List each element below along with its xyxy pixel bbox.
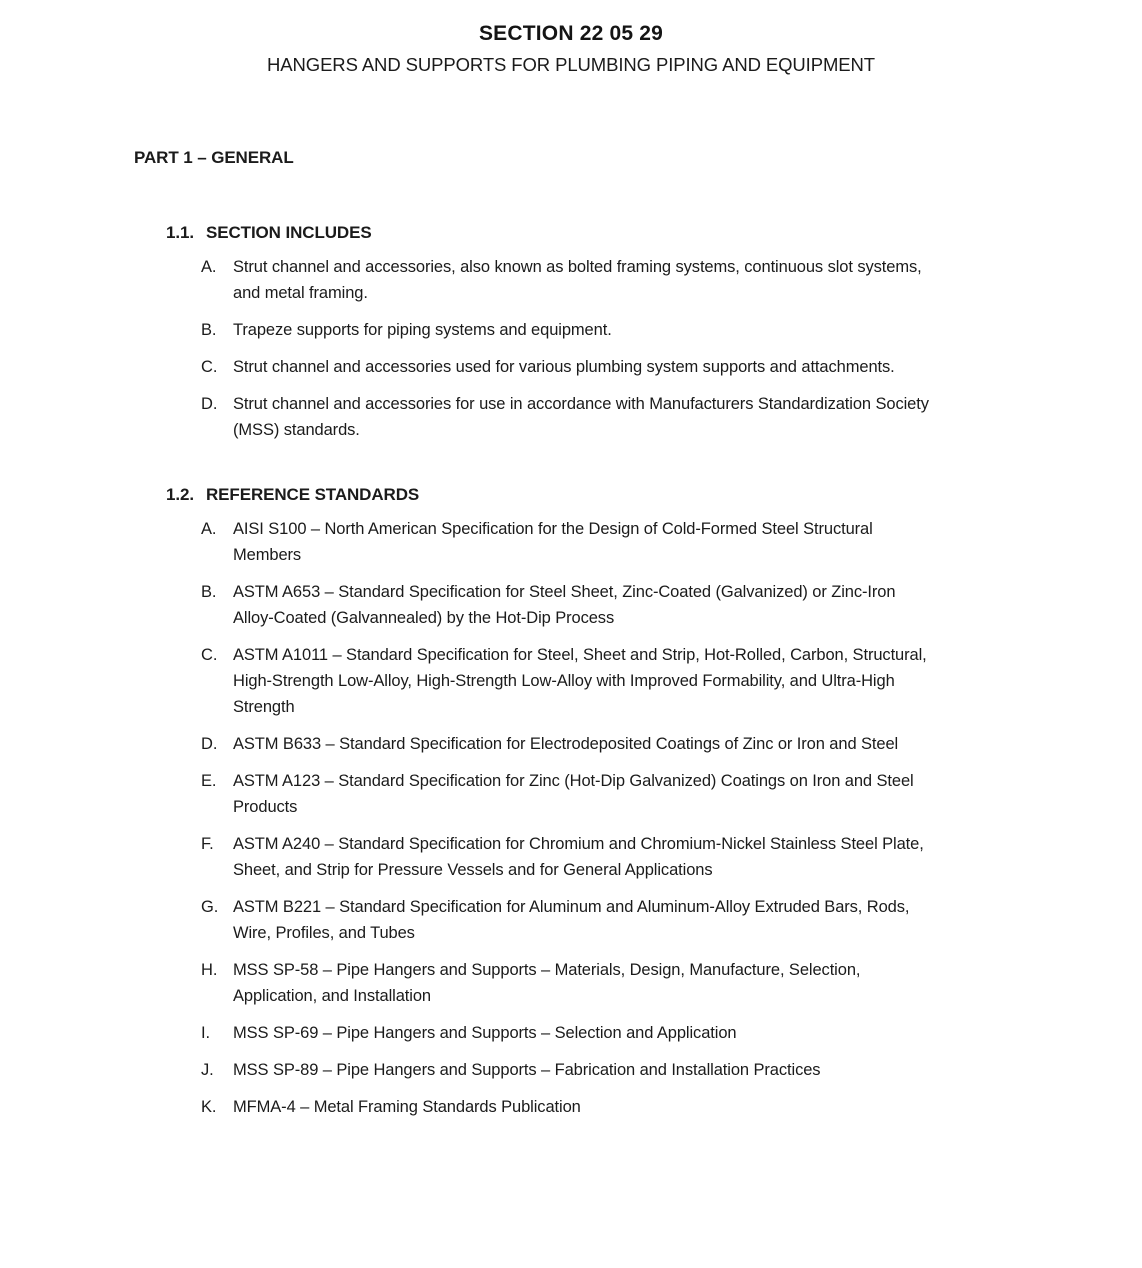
list-item xyxy=(201,1094,1082,1120)
item-text: MSS SP-69 – Pipe Hangers and Supports – Selection and Application xyxy=(233,1024,737,1042)
list-item xyxy=(201,894,1082,946)
list-item xyxy=(201,354,1082,380)
item-letter: I. xyxy=(201,1024,210,1042)
section-number: 1.1. xyxy=(166,223,194,242)
list-item xyxy=(201,254,1082,306)
item-letter: F. xyxy=(201,835,214,853)
item-text: ASTM A240 – Standard Specification for Chromium and Chromium-Nickel Stainless Steel Plate, Sheet, and Strip for Pressure Vessels and for General Applications xyxy=(233,835,924,879)
item-text: ASTM A123 – Standard Specification for Zinc (Hot-Dip Galvanized) Coatings on Iron and Steel Products xyxy=(233,772,914,816)
list-item xyxy=(201,579,1082,631)
list-item xyxy=(201,391,1082,443)
item-letter: C. xyxy=(201,646,218,664)
list-item xyxy=(201,831,1082,883)
item-letter: K. xyxy=(201,1098,217,1116)
list-item xyxy=(201,1057,1082,1083)
section-title: SECTION INCLUDES xyxy=(206,223,372,242)
list-item xyxy=(201,642,1082,720)
document-title: SECTION 22 05 29 xyxy=(478,22,664,45)
item-text: Strut channel and accessories used for various plumbing system supports and attachments. xyxy=(233,358,895,376)
section-heading xyxy=(166,483,1082,507)
item-letter: H. xyxy=(201,961,218,979)
list-item xyxy=(201,768,1082,820)
item-text: MSS SP-58 – Pipe Hangers and Supports – Materials, Design, Manufacture, Selection, Application, and Installation xyxy=(233,961,861,1005)
item-letter: B. xyxy=(201,321,217,339)
section-title: REFERENCE STANDARDS xyxy=(206,485,420,504)
item-text: ASTM B633 – Standard Specification for Electrodeposited Coatings of Zinc or Iron and Steel xyxy=(233,735,899,753)
item-text: ASTM B221 – Standard Specification for Aluminum and Aluminum-Alloy Extruded Bars, Rods, Wire, Profiles, and Tubes xyxy=(233,898,910,942)
item-text: Strut channel and accessories for use in accordance with Manufacturers Standardization Society (MSS) standards. xyxy=(233,395,929,439)
item-letter: D. xyxy=(201,735,218,753)
section-heading xyxy=(166,221,1082,245)
item-text: MFMA-4 – Metal Framing Standards Publication xyxy=(233,1098,581,1116)
item-text: MSS SP-89 – Pipe Hangers and Supports – Fabrication and Installation Practices xyxy=(233,1061,821,1079)
item-letter: C. xyxy=(201,358,218,376)
item-letter: J. xyxy=(201,1061,214,1079)
item-letter: G. xyxy=(201,898,219,916)
item-text: ASTM A653 – Standard Specification for Steel Sheet, Zinc-Coated (Galvanized) or Zinc-Iron Alloy-Coated (Galvannealed) by the Hot-Dip Process xyxy=(233,583,896,627)
list-item xyxy=(201,957,1082,1009)
item-text: AISI S100 – North American Specification for the Design of Cold-Formed Steel Structural Members xyxy=(233,520,873,564)
section-1-1 xyxy=(166,221,1082,443)
list-item xyxy=(201,317,1082,343)
section-item-list xyxy=(166,254,1082,443)
document-subtitle: HANGERS AND SUPPORTS FOR PLUMBING PIPING AND EQUIPMENT xyxy=(267,54,875,75)
item-letter: D. xyxy=(201,395,218,413)
part-heading: PART 1 – GENERAL xyxy=(134,148,294,167)
item-text: Strut channel and accessories, also known as bolted framing systems, continuous slot systems, and metal framing. xyxy=(233,258,922,302)
list-item xyxy=(201,1020,1082,1046)
item-text: ASTM A1011 – Standard Specification for Steel, Sheet and Strip, Hot-Rolled, Carbon, Structural, High-Strength Low-Alloy, High-Strength Low-Alloy with Improved Formability, and Ultra-High Strength xyxy=(233,646,927,716)
list-item xyxy=(201,516,1082,568)
item-letter: B. xyxy=(201,583,217,601)
item-letter: A. xyxy=(201,520,217,538)
item-letter: E. xyxy=(201,772,217,790)
section-1-2 xyxy=(166,483,1082,1120)
section-item-list xyxy=(166,516,1082,1120)
list-item xyxy=(201,731,1082,757)
item-letter: A. xyxy=(201,258,217,276)
section-number: 1.2. xyxy=(166,485,194,504)
item-text: Trapeze supports for piping systems and equipment. xyxy=(233,321,612,339)
